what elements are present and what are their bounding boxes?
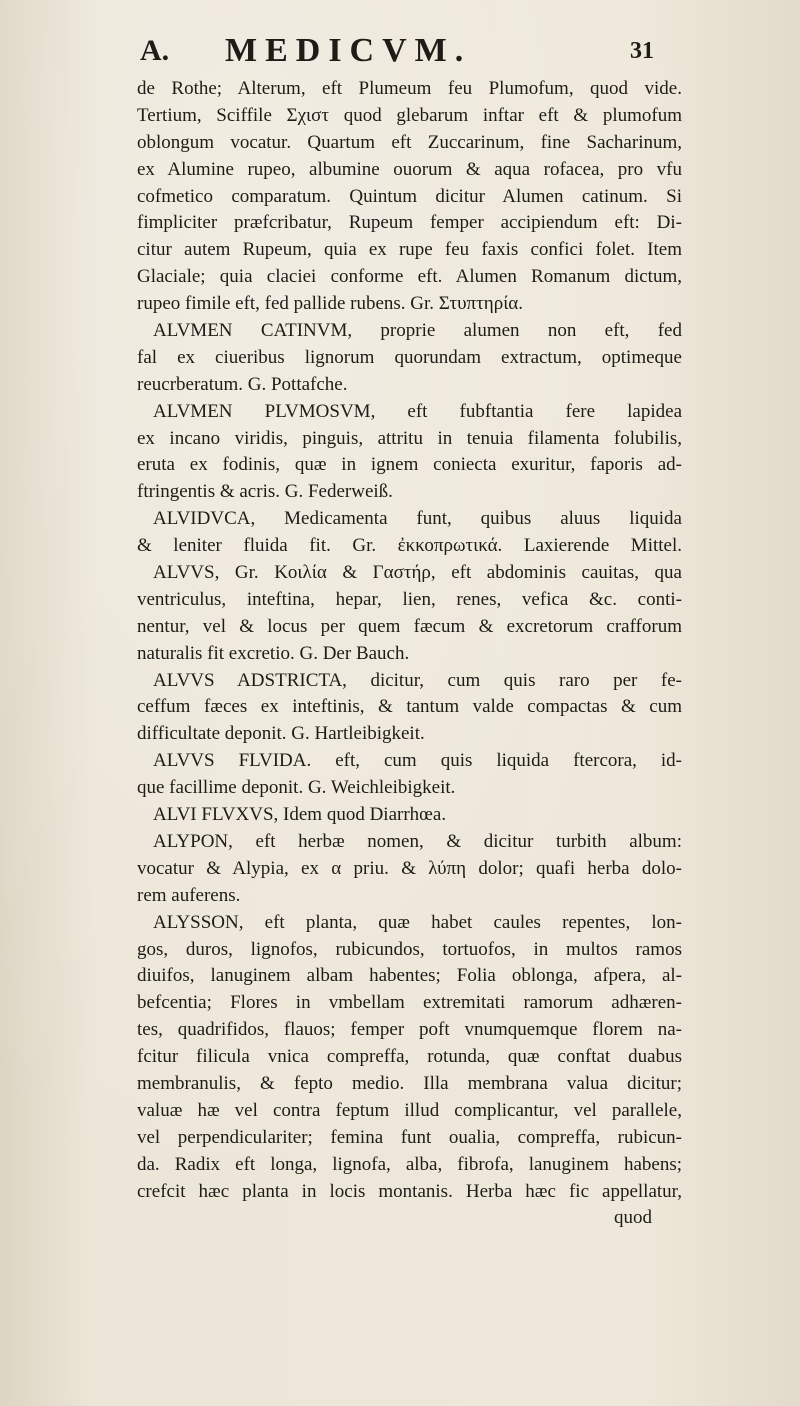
text-line: tes, quadrifidos, flauos; femper poft vnumquemque florem na- <box>137 1019 682 1041</box>
running-title: MEDICVM. <box>225 32 472 69</box>
text-line: fimpliciter præfcribatur, Rupeum femper accipiendum eft: Di- <box>137 212 682 234</box>
text-line: ex incano viridis, pinguis, attritu in tenuia filamenta folubilis, <box>137 427 682 449</box>
text-line: Tertium, Sciffile Σχιστ quod glebarum inftar eft & plumofum <box>137 104 682 126</box>
text-line: oblongum vocatur. Quartum eft Zuccarinum, fine Sacharinum, <box>137 131 682 153</box>
text-line: ventriculus, inteftina, hepar, lien, renes, vefica &c. conti- <box>137 588 682 610</box>
entry-headword-line: ALYPON, eft herbæ nomen, & dicitur turbith album: <box>153 830 682 852</box>
text-line: difficultate deponit. G. Hartleibigkeit. <box>137 723 425 745</box>
section-letter: A. <box>140 34 170 67</box>
entry-headword-line: ALVVS, Gr. Κοιλία & Γαστήρ, eft abdominis cauitas, qua <box>153 562 682 584</box>
text-line: crefcit hæc planta in locis montanis. Herba hæc fic appellatur, <box>137 1180 682 1202</box>
text-line: naturalis fit excretio. G. Der Bauch. <box>137 642 410 664</box>
text-line: & leniter fluida fit. Gr. ἐκκοπρωτικά. Laxierende Mittel. <box>137 535 682 557</box>
text-line: vel perpendiculariter; femina funt oualia, compreffa, rubicun- <box>137 1126 682 1148</box>
entry-headword-line: ALVMEN PLVMOSVM, eft fubftantia fere lapidea <box>153 400 682 422</box>
text-line: ceffum fæces ex inteftinis, & tantum valde compactas & cum <box>137 696 682 718</box>
entry-headword-line: ALVVS FLVIDA. eft, cum quis liquida ftercora, id- <box>153 750 682 772</box>
page-number: 31 <box>630 38 654 64</box>
text-line: valuæ hæ vel contra feptum illud complicantur, vel parallele, <box>137 1099 682 1121</box>
text-line: Glaciale; quia claciei conforme eft. Alumen Romanum dictum, <box>137 266 682 288</box>
text-line: da. Radix eft longa, lignofa, alba, fibrofa, lanuginem habens; <box>137 1153 682 1175</box>
text-line: fal ex ciueribus lignorum quorundam extractum, optimeque <box>137 346 682 368</box>
text-line: ftringentis & acris. G. Federweiß. <box>137 481 393 503</box>
dictionary-text <box>137 76 682 1232</box>
text-line: de Rothe; Alterum, eft Plumeum feu Plumofum, quod vide. <box>137 78 682 99</box>
entry-headword-line: ALVIDVCA, Medicamenta funt, quibus aluus liquida <box>153 508 682 530</box>
text-line: citur autem Rupeum, quia ex rupe feu faxis confici folet. Item <box>137 239 682 261</box>
text-line: reucrberatum. G. Pottafche. <box>137 373 348 395</box>
entry-headword-line: ALVMEN CATINVM, proprie alumen non eft, fed <box>153 320 682 342</box>
text-line: cofmetico comparatum. Quintum dicitur Alumen catinum. Si <box>137 185 682 207</box>
text-line: ex Alumine rupeo, albumine ouorum & aqua rofacea, pro vfu <box>137 158 682 180</box>
text-line: rupeo fimile eft, fed pallide rubens. Gr. Στυπτηρία. <box>137 293 524 315</box>
text-line: befcentia; Flores in vmbellam extremitati ramorum adhæren- <box>137 992 682 1014</box>
text-line: membranulis, & fepto medio. Illa membrana valua dicitur; <box>137 1072 682 1094</box>
page-header <box>0 26 800 69</box>
text-line: nentur, vel & locus per quem fæcum & excretorum crafforum <box>137 615 682 637</box>
text-line: fcitur filicula vnica compreffa, rotunda, quæ conftat duabus <box>137 1046 682 1068</box>
catchword: quod <box>614 1207 652 1229</box>
entry-headword-line: ALVI FLVXVS, Idem quod Diarrhœa. <box>153 804 447 826</box>
text-line: rem auferens. <box>137 884 241 906</box>
text-line: que facillime deponit. G. Weichleibigkeit. <box>137 777 456 799</box>
text-line: eruta ex fodinis, quæ in ignem coniecta exuritur, faporis ad- <box>137 454 682 476</box>
entry-headword-line: ALVVS ADSTRICTA, dicitur, cum quis raro per fe- <box>153 669 682 691</box>
text-line: diuifos, lanuginem albam habentes; Folia oblonga, afpera, al- <box>137 965 682 987</box>
text-line: vocatur & Alypia, ex α priu. & λύπη dolor; quafi herba dolo- <box>137 857 682 879</box>
entry-headword-line: ALYSSON, eft planta, quæ habet caules repentes, lon- <box>153 911 682 933</box>
text-line: gos, duros, lignofos, rubicundos, tortuofos, in multos ramos <box>137 938 682 960</box>
